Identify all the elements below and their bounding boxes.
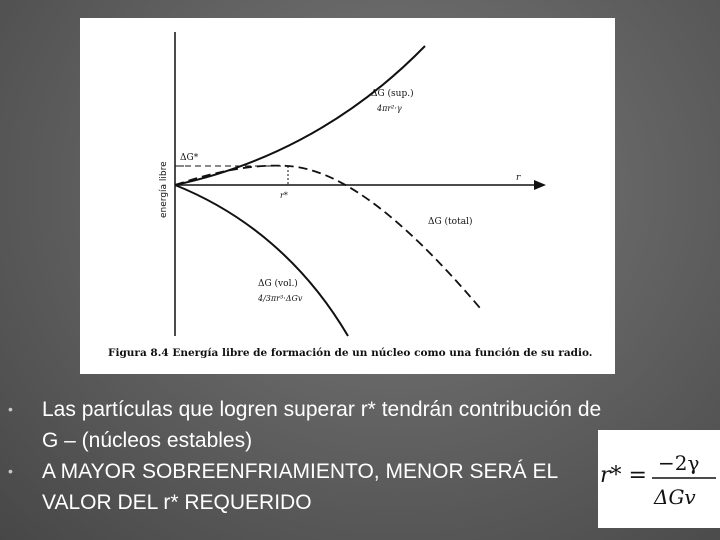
- formula-denominator: ΔGv: [654, 485, 696, 509]
- bullet-item: [8, 456, 608, 518]
- nucleation-diagram: [80, 18, 615, 374]
- bullet-item: [8, 394, 608, 456]
- bullet-list: [8, 394, 608, 518]
- figure-caption: Figura 8.4 Energía libre de formación de un núcleo como una función de su radio.: [108, 347, 593, 359]
- formula-box: [598, 430, 720, 528]
- x-axis-label: r: [516, 173, 521, 183]
- bullet-text: Las partículas que logren superar r* tendrán contribución de G – (núcleos estables): [42, 398, 602, 452]
- figure-panel: [80, 18, 615, 374]
- volume-curve-formula: 4/3πr³·ΔGv: [258, 294, 303, 303]
- delta-g-star-label: ΔG*: [180, 153, 199, 163]
- y-axis-label: energía libre: [159, 161, 169, 218]
- surface-curve-label: ΔG (sup.): [371, 89, 414, 99]
- surface-curve-formula: 4πr²·γ: [377, 104, 402, 113]
- bullet-dot-icon: •: [8, 463, 13, 479]
- total-curve-label: ΔG (total): [428, 217, 473, 227]
- bullet-dot-icon: •: [8, 401, 13, 417]
- formula-numerator: −2γ: [658, 451, 700, 475]
- volume-energy-curve: [175, 185, 348, 336]
- surface-energy-curve: [175, 46, 425, 185]
- total-energy-curve: [175, 166, 480, 308]
- r-star-label: r*: [280, 191, 288, 200]
- formula-graphic: [598, 430, 720, 528]
- volume-curve-label: ΔG (vol.): [258, 279, 298, 289]
- formula-lhs: r* =: [600, 463, 647, 488]
- bullet-text: A MAYOR SOBREENFRIAMIENTO, MENOR SERÁ EL VALOR DEL r* REQUERIDO: [42, 460, 558, 514]
- x-axis-arrow: [534, 180, 546, 190]
